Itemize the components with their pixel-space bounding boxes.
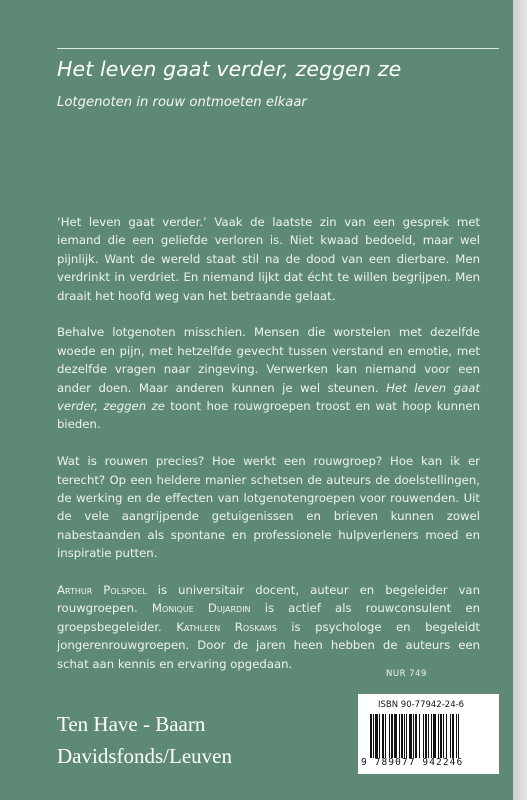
- book-subtitle: Lotgenoten in rouw ontmoeten elkaar: [57, 95, 307, 110]
- barcode-box: [358, 694, 499, 774]
- barcode-digits: 9 789077 942246: [361, 757, 464, 768]
- author-bios: [57, 581, 480, 673]
- book-title: Het leven gaat verder, zeggen ze: [57, 57, 402, 81]
- publisher-line-2: Davidsfonds/Leuven: [57, 744, 232, 768]
- author-bio-2: is actief als rouwconsulent en groepsbegeleider.: [57, 601, 480, 634]
- blurb-p2-end: toont hoe rouwgroepen troost en wat hoop kunnen bieden.: [57, 399, 480, 432]
- blurb-paragraph-3: Wat is rouwen precies? Hoe werkt een rouwgroep? Hoe kan ik er terecht? Op een heldere manier schetsen de auteurs de doelstellingen, de werking en de effecten van lotgenotengroepen voor rouwenden. Uit de vele aangrijpende getuigenissen en brieven kunnen zowel nabestaanden als spontane en professionele hulpverleners moed en inspiratie putten.: [57, 454, 480, 561]
- barcode-icon: [370, 714, 488, 758]
- publisher-line-1: Ten Have - Baarn: [57, 712, 206, 736]
- blurb-paragraph-2: [57, 323, 480, 433]
- isbn-label: ISBN 90-77942-24-6: [378, 700, 465, 710]
- author-bio-1: is universitair docent, auteur en begeleider van rouwgroepen.: [57, 583, 480, 616]
- page-edge: [513, 0, 527, 800]
- blurb-p2-title: Het leven gaat verder, zeggen ze: [57, 380, 480, 414]
- blurb-p2-start: Behalve lotgenoten misschien. Mensen die worstelen met dezelfde woede en pijn, met hetzelfde gevecht tussen verstand en emotie, met dezelfde vragen naar zingeving. Verwerken kan niemand voor een ander doen. Maar anderen kunnen je wel steunen.: [57, 325, 480, 395]
- author-name-1: Arthur Polspoel: [57, 583, 147, 598]
- blurb-paragraph-1: ‘Het leven gaat verder.’ Vaak de laatste zin van een gesprek met iemand die een geliefde verloren is. Niet kwaad bedoeld, maar wel pijnlijk. Want de wereld staat stil na de dood van een dierbare. Men verdrinkt in verdriet. En niemand lijkt dat écht te willen begrijpen. Men draait het hoofd weg van het betraande gelaat.: [57, 215, 480, 303]
- author-name-2: Monique Dujardin: [151, 601, 251, 616]
- author-bio-3: is psychologe en begeleidt jongerenrouwgroepen. Door de jaren heen hebben de auteurs een schat aan kennis en ervaring opgedaan.: [57, 619, 480, 671]
- blurb: [57, 213, 480, 692]
- nur-code: NUR 749: [386, 669, 427, 679]
- title-rule: [57, 48, 499, 49]
- author-name-3: Kathleen Roskams: [176, 619, 277, 634]
